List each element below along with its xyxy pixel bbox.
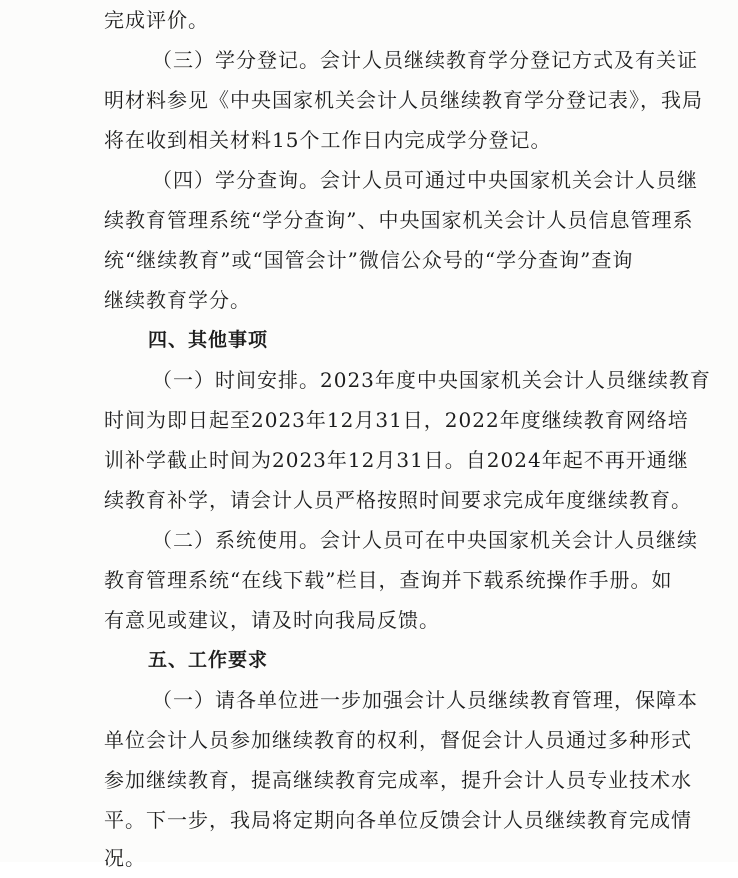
text-line: 统“继续教育”或“国管会计”微信公众号的“学分查询”查询 [104, 248, 634, 272]
text-line: （二）系统使用。会计人员可在中央国家机关会计人员继续 [152, 528, 698, 552]
text-line: （一）时间安排。2023年度中央国家机关会计人员继续教育 [152, 368, 711, 392]
text-line: （三）学分登记。会计人员继续教育学分登记方式及有关证 [152, 48, 698, 72]
text-line: 况。 [104, 846, 146, 870]
text-line: 续教育补学，请会计人员严格按照时间要求完成年度继续教育。 [104, 488, 692, 512]
section-heading: 四、其他事项 [148, 329, 269, 351]
text-line: 将在收到相关材料15个工作日内完成学分登记。 [104, 128, 552, 152]
text-line: 单位会计人员参加继续教育的权利，督促会计人员通过多种形式 [104, 728, 692, 752]
text-line: 有意见或建议，请及时向我局反馈。 [104, 608, 440, 632]
text-line: （四）学分查询。会计人员可通过中央国家机关会计人员继 [152, 168, 698, 192]
text-line: 平。下一步，我局将定期向各单位反馈会计人员继续教育完成情 [104, 808, 692, 832]
text-line: （一）请各单位进一步加强会计人员继续教育管理，保障本 [152, 688, 698, 712]
text-line: 参加继续教育，提高继续教育完成率，提升会计人员专业技术水 [104, 768, 692, 792]
text-line: 续教育管理系统“学分查询”、中央国家机关会计人员信息管理系 [104, 208, 694, 232]
section-heading: 五、工作要求 [148, 649, 269, 671]
text-line: 时间为即日起至2023年12月31日，2022年度继续教育网络培 [104, 408, 689, 432]
text-line: 完成评价。 [104, 8, 209, 32]
text-line: 教育管理系统“在线下载”栏目，查询并下载系统操作手册。如 [104, 568, 673, 592]
text-line: 继续教育学分。 [104, 288, 251, 312]
text-line: 明材料参见《中央国家机关会计人员继续教育学分登记表》，我局 [104, 88, 703, 112]
text-line: 训补学截止时间为2023年12月31日。自2024年起不再开通继 [104, 448, 689, 472]
